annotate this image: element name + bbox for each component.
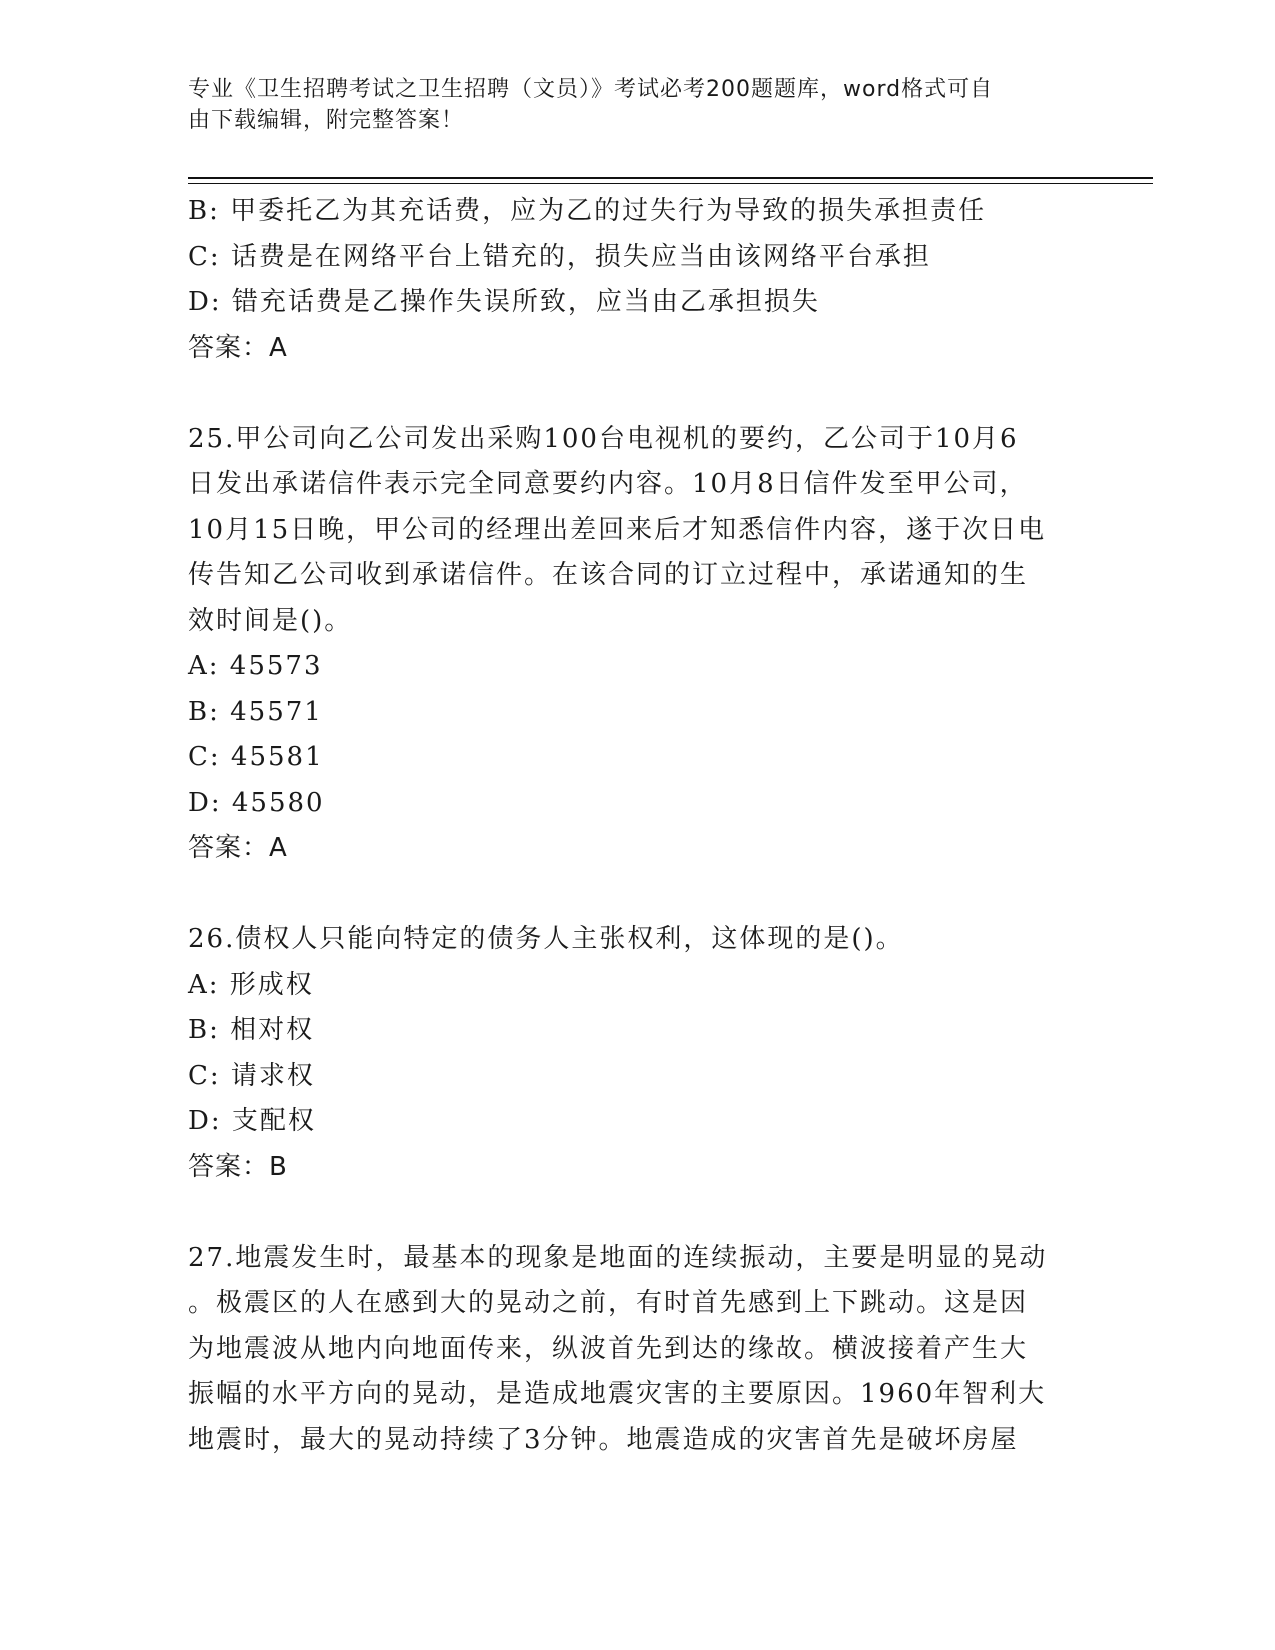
answer-label: 答案：A [188, 332, 288, 363]
header-line-1: 专业《卫生招聘考试之卫生招聘（文员）》考试必考200题题库，word格式可自 [188, 77, 994, 102]
spacer [188, 1190, 1088, 1236]
prev-question-block [188, 189, 1088, 371]
question-text-line: 为地震波从地内向地面传来，纵波首先到达的缘故。横波接着产生大 [188, 1333, 1029, 1364]
question-27-block [188, 1236, 1088, 1464]
header-divider-thick [188, 177, 1153, 179]
option-c: C: 45581 [188, 742, 324, 772]
option-a: A: 形成权 [188, 969, 314, 1000]
header-divider-thin [188, 183, 1153, 184]
question-25-block [188, 417, 1088, 872]
answer-label: 答案：B [188, 1151, 288, 1182]
header-line-2: 由下载编辑，附完整答案！ [188, 108, 465, 133]
option-d: D: 支配权 [188, 1106, 316, 1136]
question-text-line: 25.甲公司向乙公司发出采购100台电视机的要约，乙公司于10月6 [188, 423, 1019, 454]
question-text-line: 效时间是()。 [188, 605, 353, 636]
question-text-line: 26.债权人只能向特定的债务人主张权利，这体现的是()。 [188, 924, 904, 954]
question-text-line: 10月15日晚，甲公司的经理出差回来后才知悉信件内容，遂于次日电 [188, 514, 1047, 545]
question-26-block [188, 917, 1088, 1190]
question-text-line: 日发出承诺信件表示完全同意要约内容。10月8日信件发至甲公司， [188, 469, 1028, 499]
spacer [188, 371, 1088, 417]
option-a: A: 45573 [188, 651, 323, 681]
question-content [188, 189, 1088, 1463]
question-text-line: 地震时，最大的晃动持续了3分钟。地震造成的灾害首先是破坏房屋 [188, 1424, 1019, 1455]
spacer [188, 872, 1088, 918]
option-c: C: 话费是在网络平台上错充的，损失应当由该网络平台承担 [188, 241, 931, 272]
option-d: D: 错充话费是乙操作失误所致，应当由乙承担损失 [188, 287, 820, 317]
question-text-line: 振幅的水平方向的晃动，是造成地震灾害的主要原因。1960年智利大 [188, 1379, 1047, 1409]
option-b: B: 45571 [188, 696, 323, 727]
document-header [188, 74, 1068, 136]
answer-label: 答案：A [188, 833, 288, 863]
option-b: B: 甲委托乙为其充话费，应为乙的过失行为导致的损失承担责任 [188, 196, 987, 226]
question-text-line: 。极震区的人在感到大的晃动之前，有时首先感到上下跳动。这是因 [188, 1288, 1029, 1318]
option-d: D: 45580 [188, 787, 325, 818]
option-c: C: 请求权 [188, 1060, 315, 1091]
option-b: B: 相对权 [188, 1015, 315, 1045]
question-text-line: 27.地震发生时，最基本的现象是地面的连续振动，主要是明显的晃动 [188, 1242, 1048, 1273]
question-text-line: 传告知乙公司收到承诺信件。在该合同的订立过程中，承诺通知的生 [188, 560, 1029, 590]
